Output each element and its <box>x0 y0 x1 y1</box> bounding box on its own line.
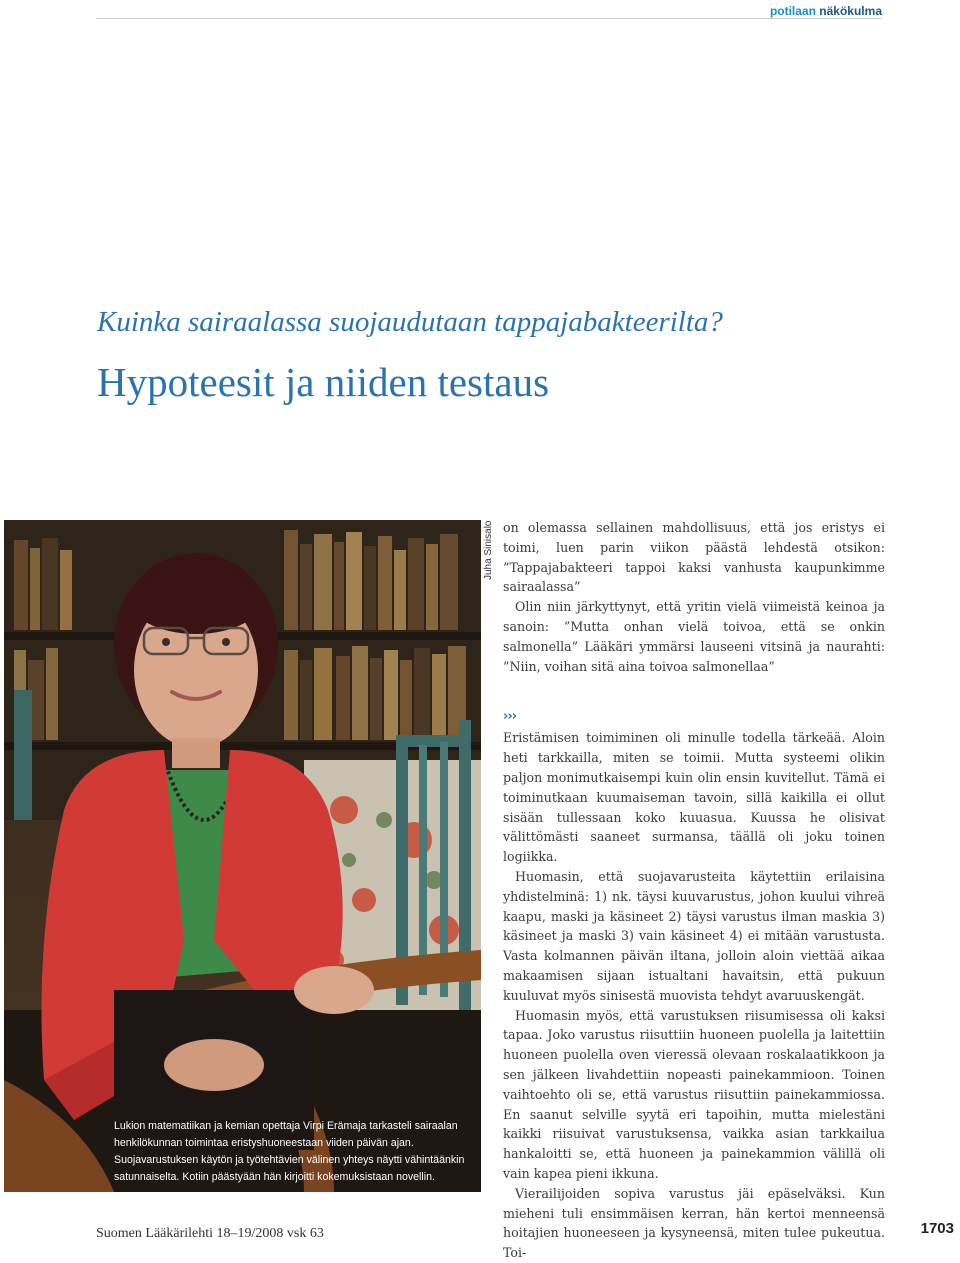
body-paragraph: Vierailijoiden sopiva varustus jäi epäselväksi. Kun mieheni tuli ensimmäisen kerran, hän kertoi menneensä hoitajien huoneeseen ja kysyneensä, miten tulee pukeutua. Toi- <box>503 1185 885 1261</box>
body-paragraph: on olemassa sellainen mahdollisuus, että jos eristys ei toimi, luen parin viikon päästä lehdestä otsikon: ”Tappajabakteeri tappoi kaksi vanhusta kaupunkimme sairaalassa” <box>503 520 885 595</box>
photo-caption: Lukion matematiikan ja kemian opettaja Virpi Erämaja tarkasteli sairaalan henkilökunnan toimintaa eristyshuoneestaan viiden päivän ajan. Suojavarustuksen käytön ja työtehtävien välinen yhteys näytti vähintäänkin satunnaiselta. Kotiin päästyään hän kirjoitti kokemuksistaan novellin. <box>114 1120 465 1183</box>
body-paragraph: Huomasin myös, että varustuksen riisumisessa oli kaksi tapaa. Joko varustus riisuttiin huoneen puolella ja laitettiin huoneen puolella oven vieressä olevaan roskalaatikkoon ja sen jälkeen livahdettiin nopeasti painekammioon. Toinen vaihtoehto oli se, että varustus riisuttiin painekammiossa. En saanut selville syytä eri tapoihin, mutta mielestäni kaikki riisuivat varustuksensa, vaikka asian tarkkailua hankaloitti se, että huoneen ja painekammion välillä oli vain kapea pieni ikkuna. <box>503 1007 885 1181</box>
portrait-illustration <box>4 520 481 1192</box>
photo-credit-text: Juha Sinisalo <box>483 520 494 580</box>
article-subtitle: Kuinka sairaalassa suojaudutaan tappajabakteerilta? <box>97 306 723 338</box>
section-name: näkökulma <box>819 4 882 18</box>
header-rule <box>96 18 882 19</box>
body-paragraph: Eristämisen toimiminen oli minulle todella tärkeää. Aloin heti tarkkailla, miten se toimii. Mutta systeemi olikin paljon monimutkaisempi kuin olin ensin kuvitellut. Tämä ei toiminutkaan kuumaiseman tavoin, sillä kaikilla ei ollut sisään tullessaan koko kuuasua. Kuussa he olisivat välittömästi saaneet surmansa, täällä oli joku toinen logiikka. <box>503 730 885 865</box>
body-paragraph: Huomasin, että suojavarusteita käytettiin erilaisina yhdistelminä: 1) nk. täysi kuuvarustus, johon kuului vihreä kaapu, maski ja käsineet 2) täysi varustus ilman maskia 3) käsineet ja maski 3) vain käsineet 4) ei mitään varustusta. Vasta kolmannen päivän iltana, jolloin aloin viettää aikaa makaamisen sijaan istualtani havaitsin, että pukuun kuuluvat myös sinisestä muovista tehdyt avaruuskengät. <box>503 868 885 1003</box>
section-tag <box>770 4 882 18</box>
body-column <box>503 518 885 1263</box>
photo-credit <box>482 520 495 580</box>
page-number: 1703 <box>920 1220 954 1237</box>
publication-info: Suomen Lääkärilehti 18–19/2008 vsk 63 <box>96 1226 324 1241</box>
section-spacer <box>503 676 885 706</box>
section-break-icon: ››› <box>503 709 517 725</box>
article-title: Hypoteesit ja niiden testaus <box>97 359 550 405</box>
body-paragraph: Olin niin järkyttynyt, että yritin vielä viimeistä keinoa ja sanoin: ”Mutta onhan vielä toivoa, että se onkin salmonella” Lääkäri ymmärsi lauseeni vitsinä ja naurahti: ”Niin, voihan sitä aina toivoa salmonellaa” <box>503 599 885 674</box>
section-prefix: potilaan <box>769 4 816 18</box>
portrait-photo <box>4 520 481 1192</box>
